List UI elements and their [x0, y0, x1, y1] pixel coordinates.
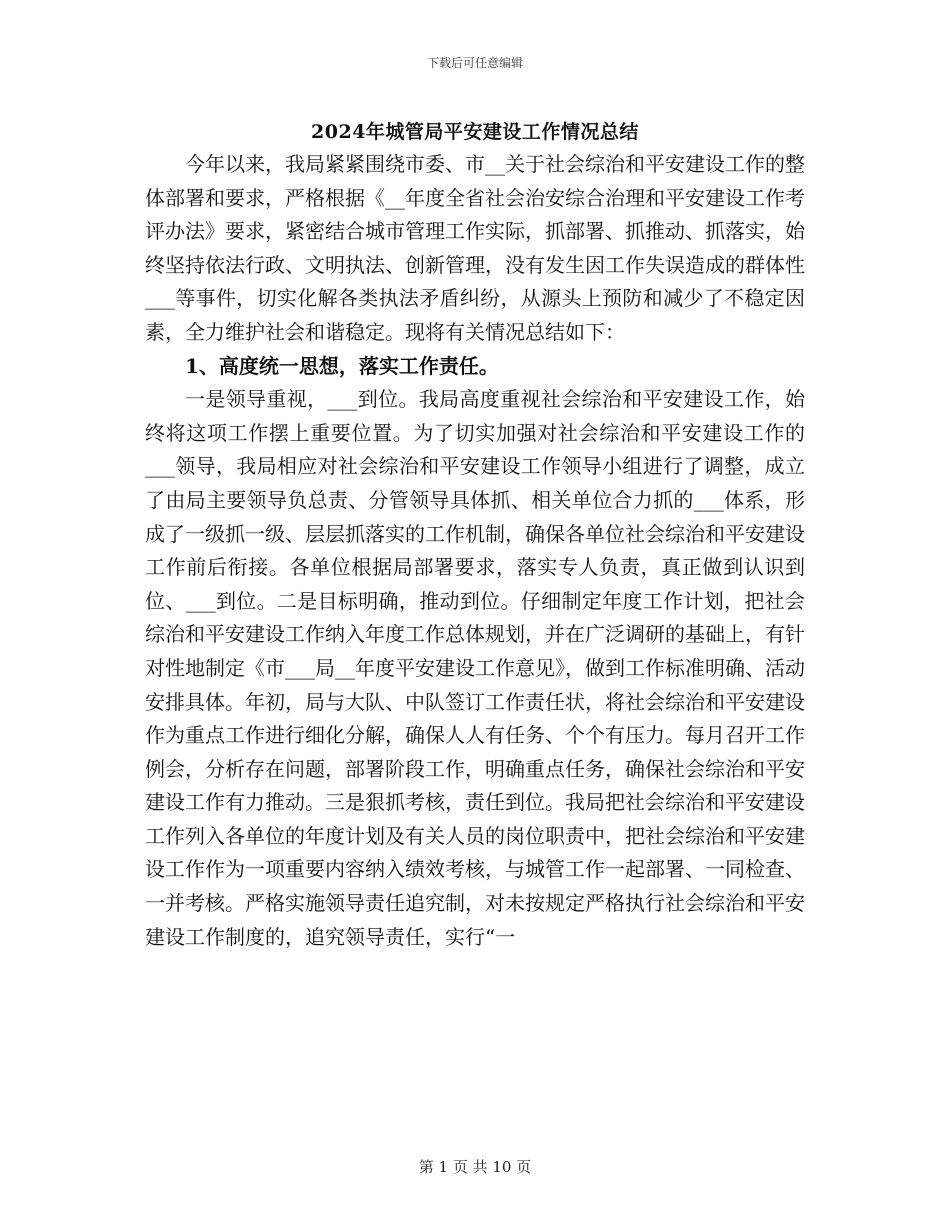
document-body: [145, 148, 805, 954]
page-footer: 第 1 页 共 10 页: [418, 1158, 532, 1176]
section-1-heading: 1、高度统一思想，落实工作责任。: [185, 353, 499, 378]
intro-paragraph: 今年以来，我局紧紧围绕市委、市__关于社会综治和平安建设工作的整体部署和要求，严格根据《__年度全省社会治安综合治理和平安建设工作考评办法》要求，紧密结合城市管理工作实际，抓部署、抓推动、抓落实，始终坚持依法行政、文明执法、创新管理，没有发生因工作失误造成的群体性___等事件，切实化解各类执法矛盾纠纷，从源头上预防和减少了不稳定因素，全力维护社会和谐稳定。现将有关情况总结如下：: [145, 152, 805, 344]
document-title: 2024年城管局平安建设工作情况总结: [311, 121, 639, 143]
section-1-paragraph: 一是领导重视，___到位。我局高度重视社会综治和平安建设工作，始终将这项工作摆上重要位置。为了切实加强对社会综治和平安建设工作的___领导，我局相应对社会综治和平安建设工作领导小组进行了调整，成立了由局主要领导负总责、分管领导具体抓、相关单位合力抓的___体系，形成了一级抓一级、层层抓落实的工作机制，确保各单位社会综治和平安建设工作前后衔接。各单位根据局部署要求，落实专人负责，真正做到认识到位、___到位。二是目标明确，推动到位。仔细制定年度工作计划，把社会综治和平安建设工作纳入年度工作总体规划，并在广泛调研的基础上，有针对性地制定《市___局__年度平安建设工作意见》，做到工作标准明确、活动安排具体。年初，局与大队、中队签订工作责任状，将社会综治和平安建设作为重点工作进行细化分解，确保人人有任务、个个有压力。每月召开工作例会，分析存在问题，部署阶段工作，明确重点任务，确保社会综治和平安建设工作有力推动。三是狠抓考核，责任到位。我局把社会综治和平安建设工作列入各单位的年度计划及有关人员的岗位职责中，把社会综治和平安建设工作作为一项重要内容纳入绩效考核，与城管工作一起部署、一同检查、一并考核。严格实施领导责任追究制，对未按规定严格执行社会综治和平安建设工作制度的，追究领导责任，实行“一: [145, 387, 805, 949]
page-header-note: 下载后可任意编辑: [426, 56, 523, 70]
